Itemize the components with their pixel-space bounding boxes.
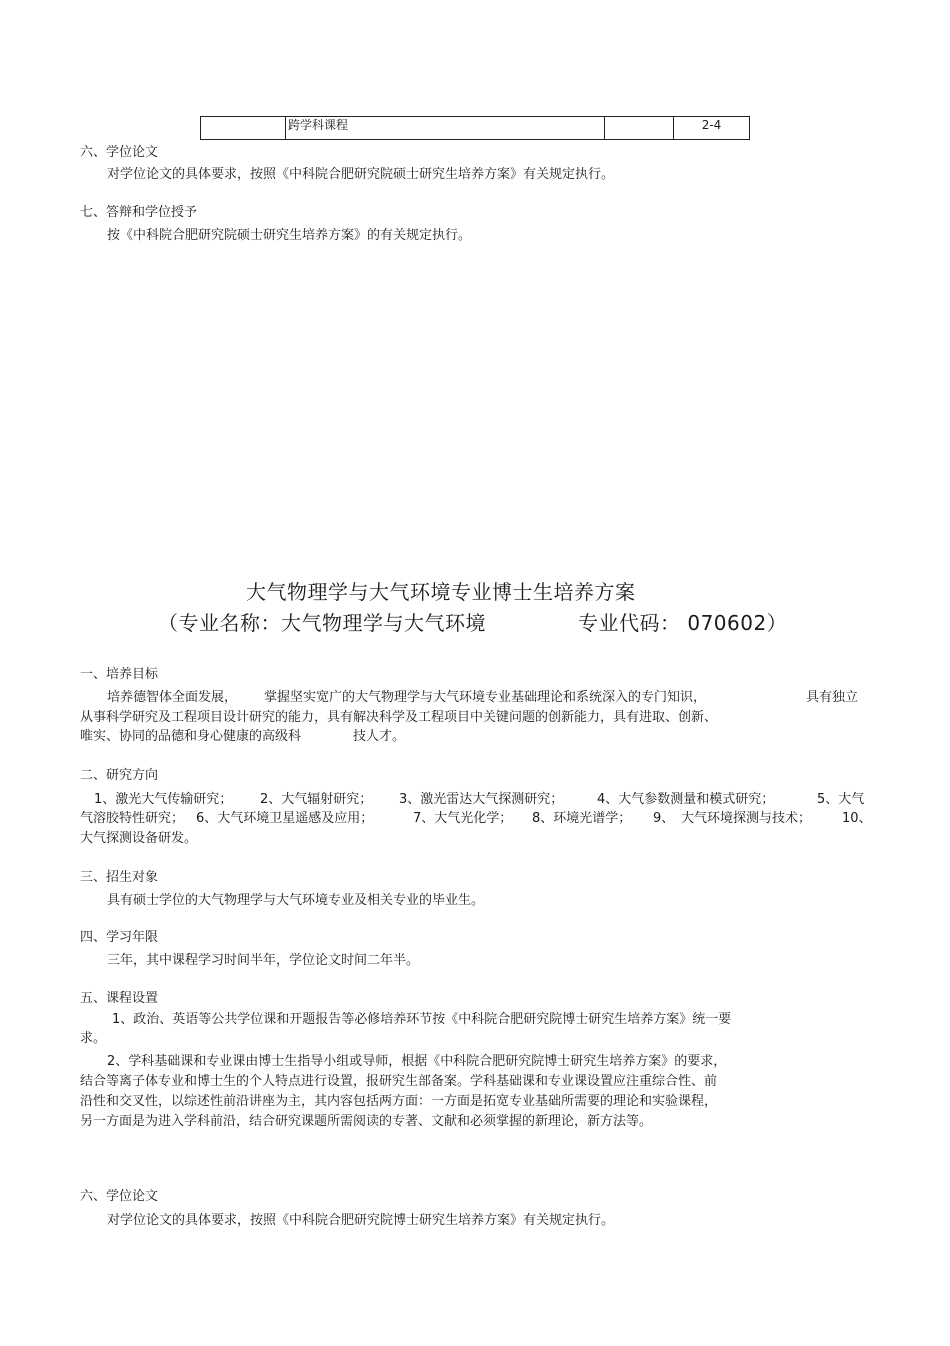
table-cell-course-name: 跨学科课程 — [286, 117, 605, 140]
doc-sec6-text: 对学位论文的具体要求，按照《中科院合肥研究院博士研究生培养方案》有关规定执行。 — [107, 1213, 615, 1228]
research-item: 大气环境探测与技术； — [681, 811, 812, 826]
research-item: 气溶胶特性研究； — [80, 811, 185, 826]
doc-sec5-p2b: 结合等离子体专业和博士生的个人特点进行设置，报研究生部备案。学科基础课和专业课设置应注重综合性、前 — [80, 1074, 718, 1089]
doc-sec5-p1b: 求。 — [80, 1031, 107, 1046]
table-cell — [605, 117, 674, 140]
doc-sec6-heading: 六、学位论文 — [80, 1189, 159, 1204]
research-item: 8、环境光谱学； — [532, 811, 632, 826]
doc-sec1-line2: 从事科学研究及工程项目设计研究的能力，具有解决科学及工程项目中关键问题的创新能力，具有进取、创新、 — [80, 710, 718, 725]
research-item: 1、激光大气传输研究； — [94, 792, 233, 807]
doc-sec1-line3a: 唯实、协同的品德和身心健康的高级科 — [80, 729, 302, 744]
table-row — [201, 117, 750, 140]
doc-sec5-heading: 五、课程设置 — [80, 991, 159, 1006]
research-item: 4、大气参数测量和模式研究； — [597, 792, 775, 807]
masters-sec7-text: 按《中科院合肥研究院硕士研究生培养方案》的有关规定执行。 — [107, 228, 472, 243]
masters-sec6-text: 对学位论文的具体要求，按照《中科院合肥研究院硕士研究生培养方案》有关规定执行。 — [107, 167, 615, 182]
doc-sec5-p2d: 另一方面是为进入学科前沿，结合研究课题所需阅读的专著、文献和必须掌握的新理论，新方法等。 — [80, 1114, 653, 1129]
research-item: 7、大气光化学； — [413, 811, 513, 826]
research-item: 2、大气辐射研究； — [260, 792, 373, 807]
table-cell-credits: 2-4 — [674, 117, 750, 140]
doc-sec3-heading: 三、招生对象 — [80, 870, 159, 885]
research-item: 9、 — [653, 811, 675, 826]
doc-sec1-line1c: 具有独立 — [806, 690, 859, 705]
doc-subtitle-name: （专业名称：大气物理学与大气环境 — [158, 611, 486, 635]
doc-sec1-heading: 一、培养目标 — [80, 667, 159, 682]
research-item: 3、激光雷达大气探测研究； — [399, 792, 564, 807]
doc-sec5-p2a: 2、学科基础课和专业课由博士生指导小组或导师，根据《中科院合肥研究院博士研究生培养方案》的要求， — [107, 1054, 727, 1069]
doc-sec3-text: 具有硕士学位的大气物理学与大气环境专业及相关专业的毕业生。 — [107, 893, 485, 908]
doc-sec5-p1a: 1、政治、英语等公共学位课和开题报告等必修培养环节按《中科院合肥研究院博士研究生培养方案》统一要 — [112, 1012, 732, 1027]
masters-sec6-heading: 六、学位论文 — [80, 145, 159, 160]
research-item: 5、大气 — [817, 792, 865, 807]
table-cell — [201, 117, 286, 140]
doc-sec4-text: 三年，其中课程学习时间半年，学位论文时间二年半。 — [107, 953, 420, 968]
doc-sec5-p2c: 沿性和交叉性，以综述性前沿讲座为主，其内容包括两方面：一方面是拓宽专业基础所需要的理论和实验课程， — [80, 1094, 718, 1109]
doc-title: 大气物理学与大气环境专业博士生培养方案 — [246, 580, 636, 604]
doc-sec1-line1a: 培养德智体全面发展， — [107, 690, 238, 705]
research-item: 10、 — [842, 811, 872, 826]
doc-sec2-heading: 二、研究方向 — [80, 768, 159, 783]
research-item: 6、大气环境卫星遥感及应用； — [196, 811, 374, 826]
doc-sec1-line1b: 掌握坚实宽广的大气物理学与大气环境专业基础理论和系统深入的专门知识， — [264, 690, 707, 705]
masters-sec7-heading: 七、答辩和学位授予 — [80, 205, 198, 220]
course-table — [200, 116, 750, 140]
doc-sec4-heading: 四、学习年限 — [80, 930, 159, 945]
doc-subtitle-code: 专业代码： 070602） — [578, 611, 788, 635]
doc-sec1-line3b: 技人才。 — [353, 729, 406, 744]
research-item: 大气探测设备研发。 — [80, 831, 198, 846]
